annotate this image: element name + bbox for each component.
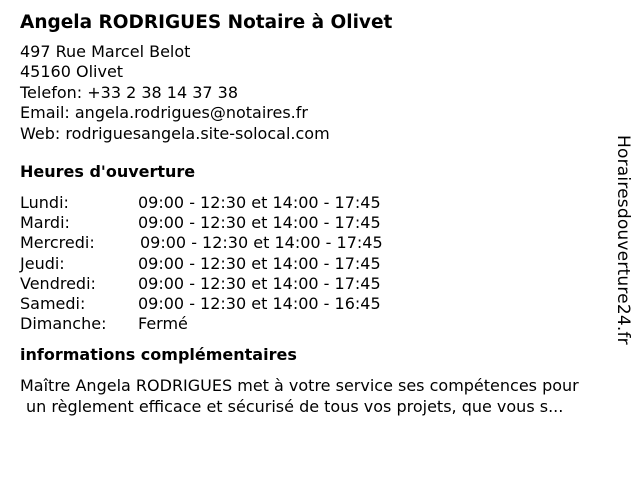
hours-row-mardi [20, 213, 620, 233]
info-line: un règlement efficace et sécurisé de tous vos projets, que vous s... [26, 397, 564, 417]
hours-time: 09:00 - 12:30 et 14:00 - 16:45 [138, 294, 381, 314]
phone-line: Telefon: +33 2 38 14 37 38 [20, 82, 239, 102]
hours-row-lundi [20, 193, 620, 213]
web-line: Web: rodriguesangela.site-solocal.com [20, 123, 330, 143]
hours-day: Mercredi: [20, 233, 95, 253]
address-city: 45160 Olivet [20, 62, 124, 82]
hours-row-mercredi [20, 233, 620, 253]
hours-time: 09:00 - 12:30 et 14:00 - 17:45 [138, 213, 381, 233]
hours-day: Jeudi: [20, 253, 65, 273]
hours-row-samedi [20, 294, 620, 314]
hours-day: Lundi: [20, 193, 69, 213]
info-description [20, 375, 620, 417]
info-line: Maître Angela RODRIGUES met à votre service ses compétences pour [20, 376, 579, 396]
hours-closed: Fermé [138, 314, 188, 334]
hours-day: Dimanche: [20, 314, 107, 334]
hours-table [20, 193, 620, 334]
address-street: 497 Rue Marcel Belot [20, 42, 191, 61]
hours-row-dimanche [20, 314, 620, 334]
business-title: Angela RODRIGUES Notaire à Olivet [20, 12, 393, 33]
hours-time: 09:00 - 12:30 et 14:00 - 17:45 [140, 233, 383, 253]
hours-heading: Heures d'ouverture [20, 162, 196, 182]
contact-block [20, 42, 620, 144]
hours-time: 09:00 - 12:30 et 14:00 - 17:45 [138, 253, 381, 273]
hours-time: 09:00 - 12:30 et 14:00 - 17:45 [138, 193, 381, 213]
email-line: Email: angela.rodrigues@notaires.fr [20, 103, 308, 123]
hours-row-jeudi [20, 254, 620, 274]
hours-day: Vendredi: [20, 273, 96, 293]
hours-day: Mardi: [20, 213, 70, 233]
hours-time: 09:00 - 12:30 et 14:00 - 17:45 [138, 273, 381, 293]
info-heading: informations complémentaires [20, 345, 297, 365]
brand-watermark: Horairesdouverture24.fr [613, 135, 633, 345]
hours-row-vendredi [20, 274, 620, 294]
hours-day: Samedi: [20, 294, 86, 314]
business-card [20, 10, 620, 417]
